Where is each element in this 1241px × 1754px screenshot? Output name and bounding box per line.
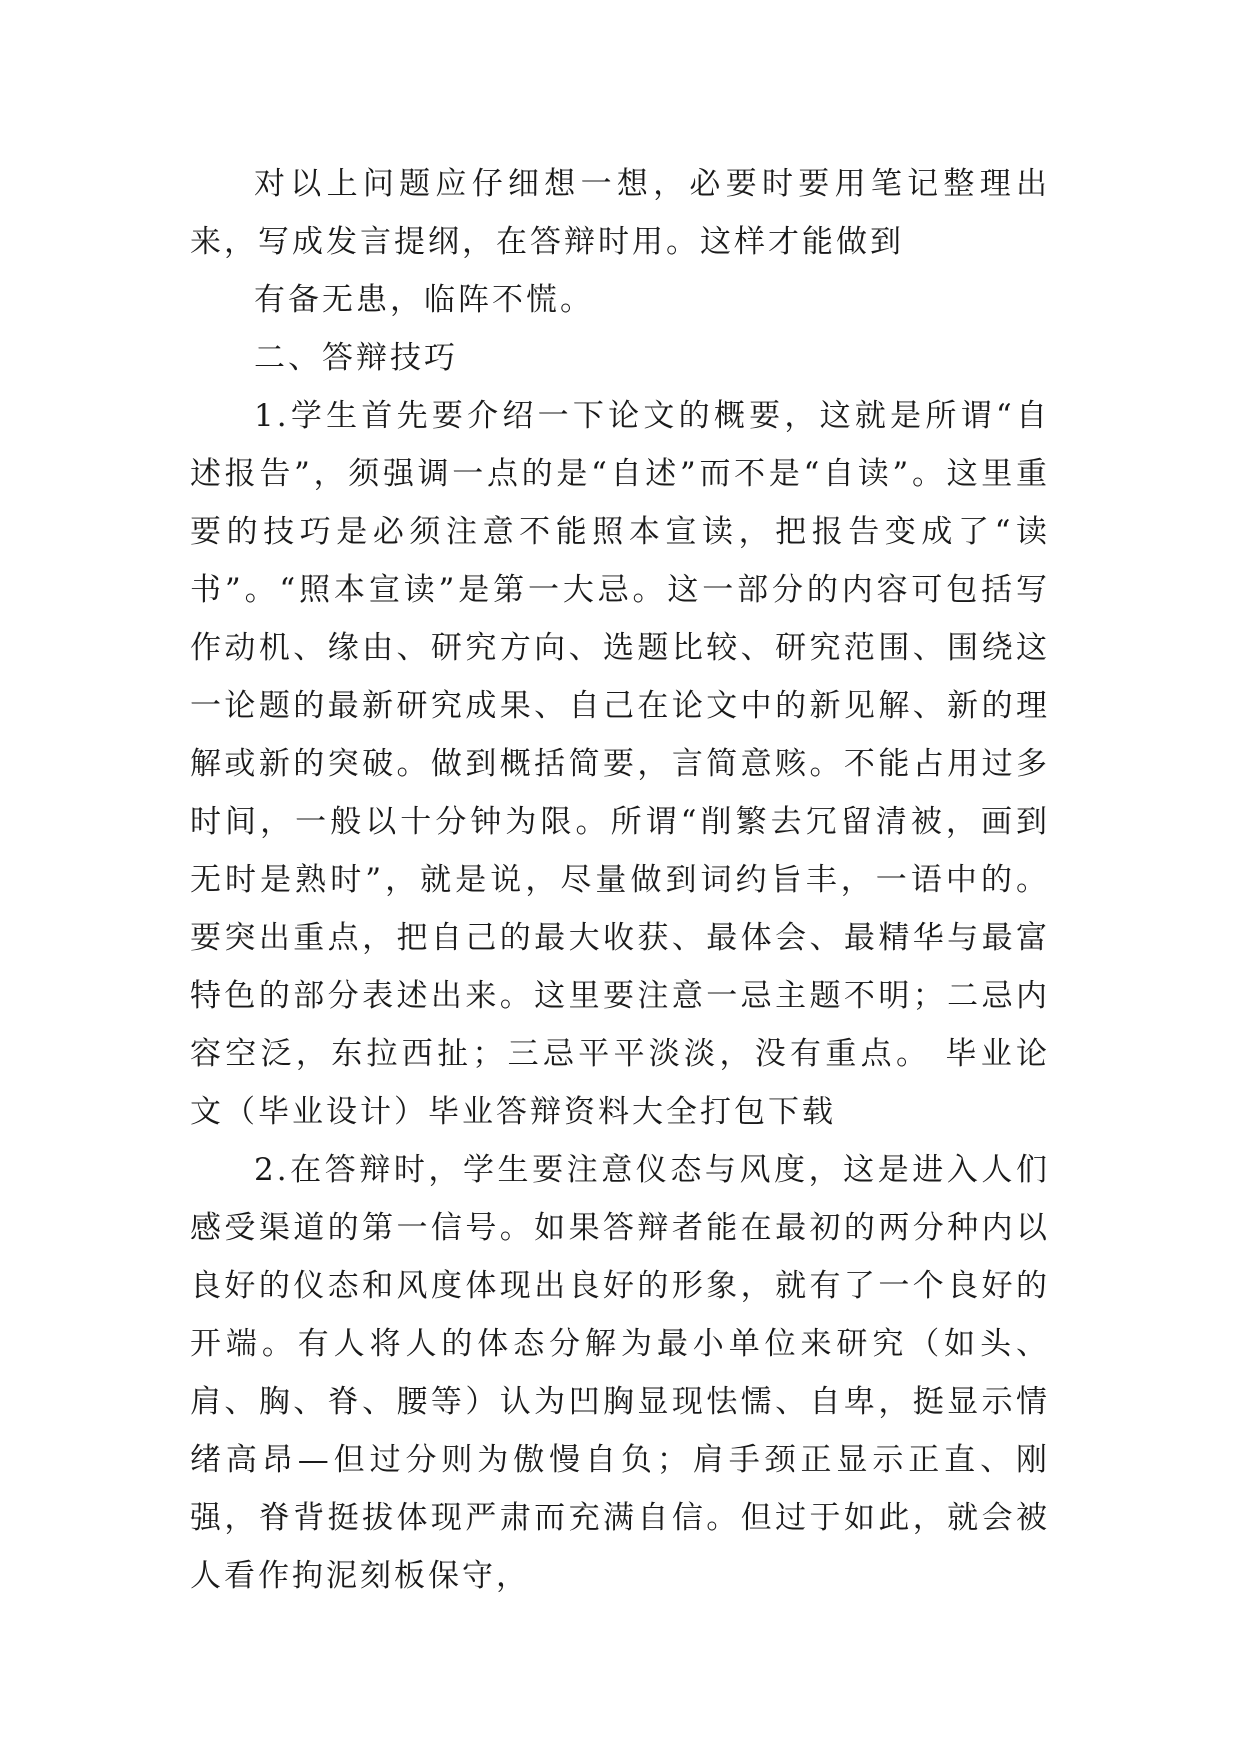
paragraph-preparation: 对以上问题应仔细想一想，必要时要用笔记整理出来，写成发言提纲，在答辩时用。这样才能做到 <box>190 166 1050 260</box>
paragraph-preparation-end: 有备无患，临阵不慌。 <box>254 282 594 318</box>
document-body <box>190 155 1050 1605</box>
paragraph-point-1: 1.学生首先要介绍一下论文的概要，这就是所谓“自述报告”，须强调一点的是“自述”而不是“自读”。这里重要的技巧是必须注意不能照本宣读，把报告变成了“读书”。“照本宣读”是第一大忌。这一部分的内容可包括写作动机、缘由、研究方向、选题比较、研究范围、围绕这一论题的最新研究成果、自己在论文中的新见解、新的理解或新的突破。做到概括简要，言简意赅。不能占用过多时间，一般以十分钟为限。所谓“削繁去冗留清被，画到无时是熟时”，就是说，尽量做到词约旨丰，一语中的。要突出重点，把自己的最大收获、最体会、最精华与最富特色的部分表述出来。这里要注意一忌主题不明；二忌内容空泛，东拉西扯；三忌平平淡淡，没有重点。 毕业论文（毕业设计）毕业答辩资料大全打包下载 <box>190 398 1050 1130</box>
paragraph-point-2: 2.在答辩时，学生要注意仪态与风度，这是进入人们感受渠道的第一信号。如果答辩者能在最初的两分种内以良好的仪态和风度体现出良好的形象，就有了一个良好的开端。有人将人的体态分解为最小单位来研究（如头、肩、胸、脊、腰等）认为凹胸显现怯懦、自卑，挺显示情绪高昂—但过分则为傲慢自负；肩手颈正显示正直、刚强，脊背挺拔体现严肃而充满自信。但过于如此，就会被人看作拘泥刻板保守， <box>190 1152 1050 1594</box>
section-heading: 二、答辩技巧 <box>254 340 458 376</box>
